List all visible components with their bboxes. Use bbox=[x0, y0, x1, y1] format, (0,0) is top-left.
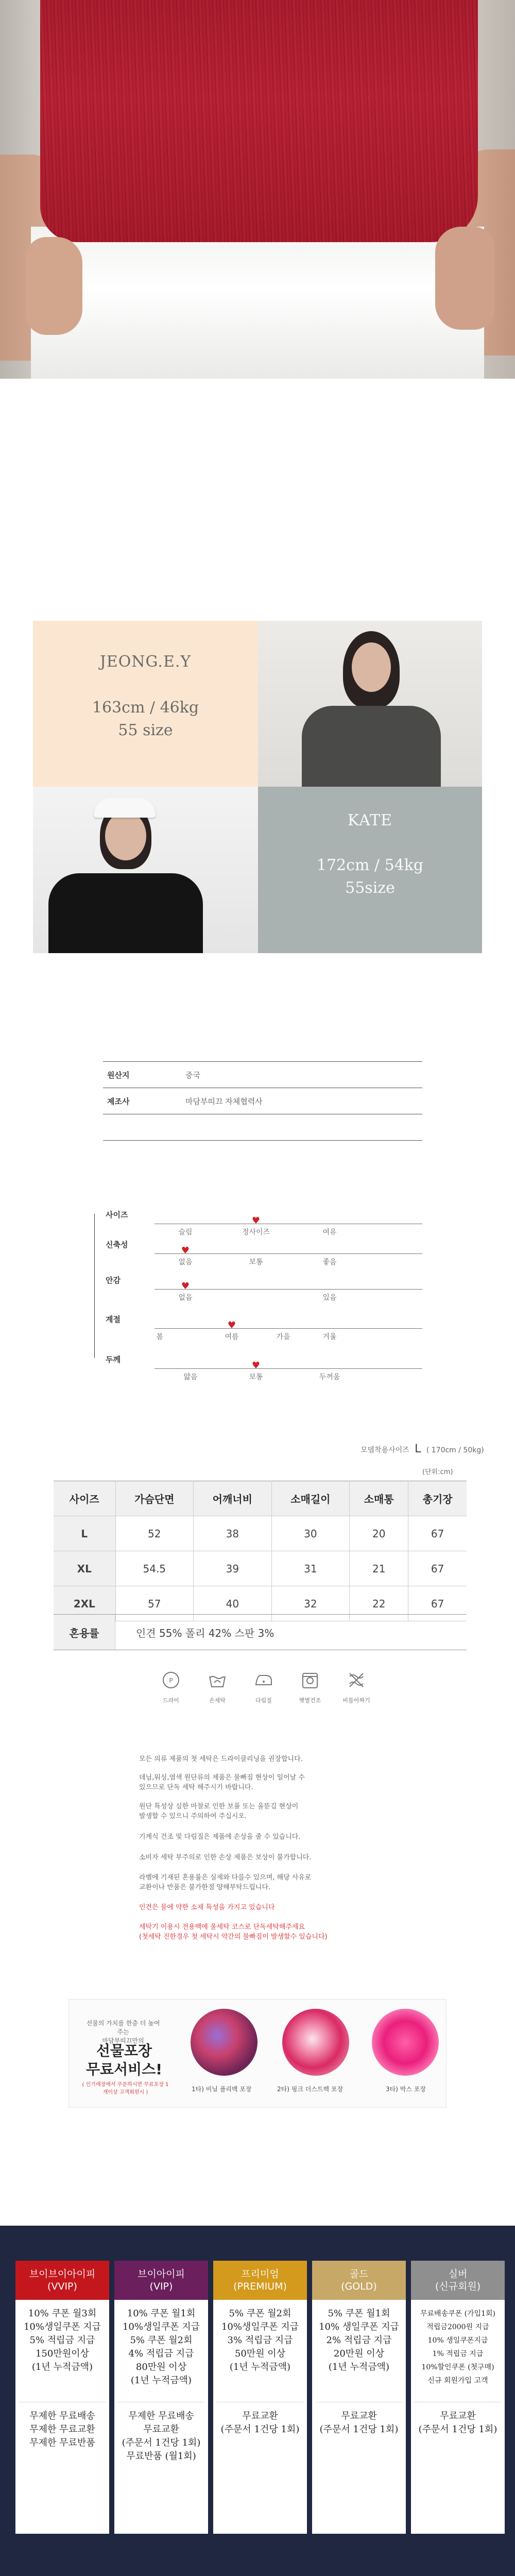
no-wring-icon bbox=[346, 1669, 367, 1691]
membership-tier-card bbox=[312, 2261, 406, 2534]
red-pleated-blouse bbox=[40, 0, 478, 242]
tier-benefit: 무제한 무료반품 bbox=[29, 2437, 95, 2448]
model-size-info bbox=[360, 1443, 484, 1455]
tier-name: 브이아이피 bbox=[138, 2268, 185, 2280]
care-label: 드라이 bbox=[163, 1697, 179, 1704]
product-hero-photo bbox=[0, 0, 515, 379]
tier-header bbox=[15, 2261, 109, 2300]
model2-size: 55size bbox=[345, 879, 395, 897]
info-maker-value: 마담부띠끄 자체협력사 bbox=[185, 1097, 263, 1106]
sun-dry-icon bbox=[299, 1669, 321, 1691]
care-label: 비틀어짜기 bbox=[342, 1697, 370, 1704]
care-note: 데님,워싱,염색 원단류의 제품은 물빠짐 현상이 일어날 수 있으므로 단독 세탁 해주시기 바랍니다. bbox=[139, 1774, 305, 1791]
size-unit: (단위:cm) bbox=[422, 1468, 453, 1476]
gift-note: ( 인기매장에서 주문하시면 무료포장 1개이상 고객회원시 ) bbox=[82, 2082, 169, 2095]
tier-perk: 5% 쿠폰 월2회 bbox=[130, 2335, 193, 2346]
model-info-section bbox=[33, 621, 482, 953]
size-cell: L bbox=[54, 1516, 115, 1551]
size-cell: 31 bbox=[271, 1551, 350, 1586]
tier-perk: 5% 적립금 지급 bbox=[29, 2335, 95, 2346]
tier-perk: (1년 누적금액) bbox=[130, 2375, 192, 2386]
attribute-option: 슬림 bbox=[178, 1228, 193, 1236]
tier-header bbox=[213, 2261, 307, 2300]
info-row-origin bbox=[103, 1062, 422, 1088]
membership-tier-card bbox=[15, 2261, 109, 2534]
model1-face bbox=[352, 642, 391, 692]
tier-perk: 10% 쿠폰 월3회 bbox=[28, 2308, 97, 2319]
tier-benefit: 무료교환 bbox=[242, 2411, 278, 2421]
model1-size: 55 size bbox=[118, 721, 173, 739]
pink-dust-bag-image bbox=[282, 2009, 349, 2076]
iron-icon bbox=[253, 1669, 274, 1691]
size-cell: 67 bbox=[408, 1586, 467, 1621]
attribute-option: 봄 bbox=[156, 1333, 163, 1341]
selected-heart-icon: ♥ bbox=[227, 1320, 236, 1331]
tier-benefits bbox=[312, 2402, 406, 2436]
gift-option-1: 1타) 비닐 플리백 포장 bbox=[192, 2086, 252, 2093]
attribute-option: 여유 bbox=[322, 1228, 337, 1236]
tier-benefit: 무료교환 bbox=[143, 2424, 179, 2435]
attribute-option: 좋음 bbox=[322, 1258, 337, 1266]
size-table-row bbox=[54, 1551, 467, 1586]
tier-benefit: (주문서 1건당 1회) bbox=[319, 2424, 399, 2435]
care-item-handwash bbox=[197, 1669, 238, 1704]
tier-perk: 10%생일쿠폰 지급 bbox=[23, 2321, 101, 2332]
selected-heart-icon: ♥ bbox=[251, 1360, 261, 1371]
attribute-option: 없음 bbox=[178, 1258, 193, 1266]
size-header-cell: 어깨너비 bbox=[194, 1481, 272, 1516]
model2-info-box bbox=[258, 787, 482, 953]
care-note: 라벨에 기재된 혼용률은 실제와 다를수 있으며, 해당 사유로 교환이나 반품은 불가한점 양해부탁드립니다. bbox=[139, 1874, 312, 1891]
tier-sub: (GOLD) bbox=[341, 2281, 377, 2292]
tier-perks bbox=[312, 2300, 406, 2393]
care-note: 원단 특성상 심한 마찰로 인한 보풀 또는 올뜯김 현상이 발생할 수 있으니 주의하여 주십시오. bbox=[139, 1803, 299, 1820]
model1-specs bbox=[33, 697, 258, 742]
tier-perks bbox=[213, 2300, 307, 2393]
attribute-label: 두께 bbox=[106, 1355, 121, 1364]
info-maker-label: 제조사 bbox=[107, 1097, 130, 1106]
tier-header bbox=[114, 2261, 208, 2300]
tier-sub: (VIP) bbox=[149, 2281, 173, 2292]
model2-height-weight: 172cm / 54kg bbox=[316, 856, 424, 874]
tier-perks bbox=[411, 2300, 505, 2393]
tier-benefits bbox=[411, 2402, 505, 2436]
care-note: 기계식 건조 및 다림질은 제품에 손상을 줄 수 있습니다. bbox=[139, 1833, 301, 1841]
care-item-sundry bbox=[289, 1669, 331, 1704]
tier-perk: 10%생일쿠폰 지급 bbox=[221, 2321, 299, 2332]
tier-perk: 2% 적립금 지급 bbox=[326, 2335, 392, 2346]
size-cell: 57 bbox=[115, 1586, 194, 1621]
tier-perk: 10% 쿠폰 월1회 bbox=[127, 2308, 196, 2319]
attribute-label: 신축성 bbox=[106, 1240, 128, 1249]
tier-perk: 5% 쿠폰 월1회 bbox=[328, 2308, 390, 2319]
gift-option-3: 3타) 박스 포장 bbox=[386, 2086, 426, 2093]
tier-name: 브이브이아이피 bbox=[29, 2268, 96, 2280]
attribute-option: 없음 bbox=[178, 1294, 193, 1302]
size-cell: 54.5 bbox=[115, 1551, 194, 1586]
tier-benefits bbox=[15, 2402, 109, 2450]
info-top-rule bbox=[103, 1061, 422, 1062]
attribute-option: 보통 bbox=[249, 1258, 263, 1266]
model1-height-weight: 163cm / 46kg bbox=[92, 699, 199, 717]
care-note: 모든 의류 제품의 첫 세탁은 드라이클리닝을 권장합니다. bbox=[139, 1755, 303, 1763]
tier-benefit: 무제한 무료배송 bbox=[29, 2411, 95, 2421]
membership-tier-card bbox=[411, 2261, 505, 2534]
selected-heart-icon: ♥ bbox=[181, 1281, 190, 1292]
size-cell: XL bbox=[54, 1551, 115, 1586]
attribute-option: 보통 bbox=[249, 1373, 263, 1381]
size-cell: 2XL bbox=[54, 1586, 115, 1621]
selected-heart-icon: ♥ bbox=[251, 1215, 261, 1226]
attribute-option: 두꺼움 bbox=[319, 1373, 340, 1381]
attribute-option: 정사이즈 bbox=[242, 1228, 270, 1236]
gift-title: 선물포장 무료서비스! bbox=[85, 2042, 162, 2078]
size-table-header-row bbox=[54, 1481, 467, 1516]
attribute-scale-line bbox=[154, 1289, 422, 1290]
size-cell: 30 bbox=[271, 1516, 350, 1551]
care-item-dry bbox=[150, 1669, 192, 1704]
hand-wash-icon bbox=[207, 1669, 228, 1691]
tier-perk: 50만원 이상 bbox=[234, 2348, 286, 2359]
care-note: 세탁기 이용시 전용백에 울세탁 코스로 단독세탁해주세요 (첫세탁 진한경우 첫 세탁시 약간의 물빠짐이 발생할수 있습니다) bbox=[139, 1923, 328, 1941]
size-table bbox=[54, 1481, 467, 1621]
tier-name: 프리미엄 bbox=[241, 2268, 279, 2280]
model1-top bbox=[302, 706, 441, 787]
dry-clean-icon bbox=[160, 1669, 182, 1691]
size-table-row bbox=[54, 1516, 467, 1551]
tier-perks bbox=[15, 2300, 109, 2393]
tier-perk: 10%생일쿠폰 지급 bbox=[122, 2321, 200, 2332]
tier-benefit: (주문서 1건당 1회) bbox=[418, 2424, 497, 2435]
model1-photo bbox=[258, 621, 482, 787]
attribute-scale-line bbox=[154, 1328, 422, 1329]
selected-heart-icon: ♥ bbox=[181, 1245, 190, 1256]
model-size-value: L bbox=[415, 1443, 421, 1455]
tier-benefit: 무제한 무료교환 bbox=[29, 2424, 95, 2435]
size-cell: 21 bbox=[350, 1551, 408, 1586]
size-header-cell: 소매통 bbox=[350, 1481, 408, 1516]
tier-name: 골드 bbox=[349, 2268, 369, 2280]
size-header-cell: 총기장 bbox=[408, 1481, 467, 1516]
tier-benefit: 무제한 무료배송 bbox=[128, 2411, 194, 2421]
model-left-hand bbox=[26, 237, 82, 335]
tier-perk: 무료배송쿠폰 (가입1회) bbox=[420, 2310, 495, 2318]
tier-benefit: 무료교환 bbox=[341, 2411, 377, 2421]
tier-perk: 10%할인쿠폰 (첫구매) bbox=[421, 2363, 494, 2371]
model2-jacket bbox=[48, 873, 203, 953]
tier-perk: 1% 적립금 지급 bbox=[432, 2350, 484, 2358]
size-cell: 67 bbox=[408, 1516, 467, 1551]
tier-header bbox=[411, 2261, 505, 2300]
tier-sub: (VVIP) bbox=[47, 2281, 77, 2292]
size-cell: 20 bbox=[350, 1516, 408, 1551]
model2-face bbox=[105, 811, 146, 860]
tier-perk: 80만원 이상 bbox=[135, 2362, 187, 2372]
size-cell: 32 bbox=[271, 1586, 350, 1621]
attribute-option: 겨울 bbox=[322, 1333, 337, 1341]
attribute-scale-line bbox=[154, 1253, 422, 1254]
info-row-maker bbox=[103, 1089, 422, 1114]
tier-perk: 150만원이상 bbox=[36, 2348, 89, 2359]
model-size-label: 모델착용사이즈 bbox=[360, 1446, 409, 1454]
care-label: 손세탁 bbox=[209, 1697, 226, 1704]
model-size-note: ( 170cm / 50kg) bbox=[426, 1446, 484, 1454]
tier-perk: 3% 적립금 지급 bbox=[227, 2335, 293, 2346]
attribute-label: 계절 bbox=[106, 1315, 121, 1324]
gift-intro: 선물의 가치를 한층 더 높여주는 마담부띠끄만의 bbox=[86, 2020, 160, 2044]
size-header-cell: 가슴단면 bbox=[115, 1481, 194, 1516]
white-pants bbox=[31, 227, 484, 379]
tier-perk: 신규 회원가입 고객 bbox=[427, 2377, 488, 2385]
attribute-scale-line bbox=[154, 1368, 422, 1369]
tier-perk: 4% 적립금 지급 bbox=[128, 2348, 194, 2359]
tier-header bbox=[312, 2261, 406, 2300]
tier-perk: (1년 누적금액) bbox=[31, 2362, 93, 2372]
gift-wrap-banner bbox=[68, 1999, 447, 2108]
care-item-nowring bbox=[336, 1669, 377, 1704]
tier-benefit: 무료반품 (월1회) bbox=[126, 2451, 196, 2462]
tier-benefit: (주문서 1건당 1회) bbox=[220, 2424, 300, 2435]
attribute-label: 안감 bbox=[106, 1276, 121, 1285]
attribute-option: 가을 bbox=[276, 1333, 290, 1341]
model1-name: JEONG.E.Y bbox=[99, 653, 192, 671]
attribute-label: 사이즈 bbox=[106, 1210, 128, 1219]
size-cell: 52 bbox=[115, 1516, 194, 1551]
tier-benefits bbox=[114, 2402, 208, 2463]
attribute-option: 여름 bbox=[225, 1333, 239, 1341]
tier-perk: 5% 쿠폰 월2회 bbox=[229, 2308, 291, 2319]
membership-tier-card bbox=[213, 2261, 307, 2534]
size-cell: 40 bbox=[194, 1586, 272, 1621]
tier-perk: 20만원 이상 bbox=[333, 2348, 385, 2359]
model2-cap bbox=[94, 798, 156, 818]
size-header-cell: 사이즈 bbox=[54, 1481, 115, 1516]
tier-perk: 10% 생일쿠폰 지급 bbox=[319, 2321, 399, 2332]
vinyl-pleat-bag-image bbox=[191, 2009, 258, 2076]
tier-perk: 10% 생일쿠폰지급 bbox=[427, 2336, 488, 2345]
model1-info-box bbox=[33, 621, 258, 787]
fabric-value: 인견 55% 폴리 42% 스판 3% bbox=[136, 1626, 274, 1639]
fabric-label: 혼용률 bbox=[54, 1615, 115, 1650]
care-label: 햇볕건조 bbox=[299, 1697, 321, 1704]
gift-box-image bbox=[372, 2009, 439, 2076]
membership-tier-card bbox=[114, 2261, 208, 2534]
tier-perk: (1년 누적금액) bbox=[229, 2362, 291, 2372]
model2-name: KATE bbox=[347, 811, 393, 829]
fabric-composition-row bbox=[54, 1614, 467, 1650]
size-header-cell: 소매길이 bbox=[271, 1481, 350, 1516]
size-cell: 39 bbox=[194, 1551, 272, 1586]
tier-perk: 적립금2000원 지급 bbox=[426, 2323, 489, 2331]
tier-sub: (신규회원) bbox=[435, 2281, 481, 2292]
gift-option-2: 2타) 핑크 더스트백 포장 bbox=[277, 2086, 344, 2093]
size-cell: 22 bbox=[350, 1586, 408, 1621]
model2-specs bbox=[258, 854, 482, 900]
size-cell: 38 bbox=[194, 1516, 272, 1551]
care-note: 소비자 세탁 부주의로 인한 손상 제품은 보상이 불가합니다. bbox=[139, 1854, 312, 1861]
attribute-option: 얇음 bbox=[183, 1373, 198, 1381]
size-cell: 67 bbox=[408, 1551, 467, 1586]
attribute-option: 있음 bbox=[322, 1294, 337, 1302]
tier-benefit: (주문서 1건당 1회) bbox=[122, 2437, 201, 2448]
info-origin-value: 중국 bbox=[185, 1071, 200, 1080]
svg-text:P: P bbox=[169, 1677, 173, 1684]
tier-sub: (PREMIUM) bbox=[233, 2281, 287, 2292]
care-label: 다림질 bbox=[255, 1697, 272, 1704]
tier-name: 실버 bbox=[448, 2268, 468, 2280]
info-origin-label: 원산지 bbox=[107, 1071, 130, 1080]
tier-perk: (1년 누적금액) bbox=[328, 2362, 390, 2372]
tier-benefit: 무료교환 bbox=[440, 2411, 476, 2421]
tier-benefits bbox=[213, 2402, 307, 2436]
model-right-hand bbox=[435, 227, 494, 330]
tier-perks bbox=[114, 2300, 208, 2393]
care-item-iron bbox=[243, 1669, 284, 1704]
attribute-bracket-line bbox=[94, 1214, 95, 1358]
care-note: 인견은 물에 약한 소재 특성을 가지고 있습니다 bbox=[139, 1904, 275, 1911]
model2-photo bbox=[33, 787, 258, 953]
info-row-empty bbox=[103, 1115, 422, 1141]
